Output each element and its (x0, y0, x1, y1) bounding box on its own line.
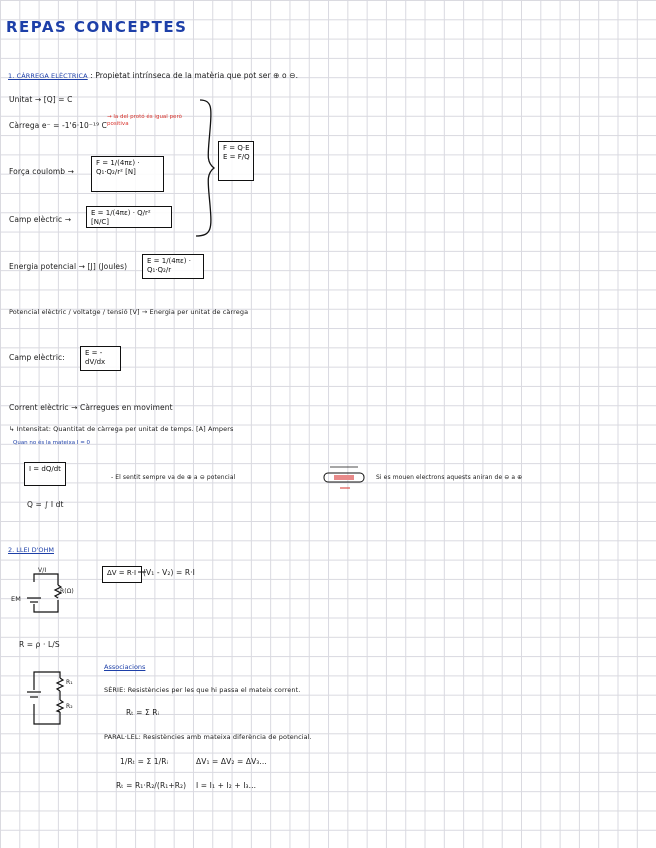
coulomb-formula-box: F = 1/(4πε) · Q₁·Q₂/r² [N] (91, 156, 164, 192)
unit-text: Unitat → [Q] = C (9, 95, 73, 104)
parallel-formula-3: Rₜ = R₁·R₂/(R₁+R₂) (116, 781, 187, 790)
electric-field-label: Camp elèctric → (9, 215, 72, 224)
electron-direction-text: Si es mouen electrons aquests aniran de ⊖ a ⊕ (376, 474, 523, 481)
ohm-arrow-text: (V₁ - V₂) = R·I (143, 568, 195, 577)
current-text: Corrent elèctric → Càrregues en moviment (9, 403, 173, 412)
wire-diagram (324, 467, 364, 488)
electric-field-2-label: Camp elèctric: (9, 353, 65, 362)
series-formula: Rₜ = Σ Rᵢ (126, 708, 160, 717)
associations-heading: Associacions (104, 663, 146, 671)
charge-integral: Q = ∫ I dt (27, 500, 64, 509)
em-label: EM (11, 595, 21, 603)
series-text: SÈRIE: Resistències per les que hi passa el mateix corrent. (104, 686, 301, 694)
electric-potential-text: Potencial elèctric / voltatge / tensió [V] → Energia per unitat de càrrega (9, 308, 249, 316)
electric-field-formula-box: E = 1/(4πε) · Q/r² [N/C] (86, 206, 172, 228)
resistivity-formula: R = ρ · L/S (19, 640, 60, 649)
resistor-label: R(Ω) (60, 588, 74, 595)
intensity-text: ↳ Intensitat: Quantitat de càrrega per unitat de temps. [A] Ampers (9, 425, 234, 433)
r2-label: R₂ (66, 703, 73, 710)
proton-note: → la del protó és igual però positiva (107, 114, 182, 127)
electron-charge-text: Càrrega e⁻ = -1'6·10⁻¹⁹ C (9, 121, 108, 130)
parallel-formula-2: ΔV₁ = ΔV₂ = ΔV₃... (196, 757, 267, 766)
potential-energy-formula-box: E = 1/(4πε) · Q₁·Q₂/r (142, 254, 204, 279)
series-circuit (27, 672, 63, 724)
circuit-top-label: V/I (38, 567, 47, 574)
force-field-box: F = Q·E E = F/Q (218, 141, 254, 181)
page-title: REPAS CONCEPTES (6, 18, 188, 36)
section-1-description: : Propietat intrínseca de la matèria que pot ser ⊕ o ⊖. (90, 71, 299, 80)
coulomb-force-label: Força coulomb → (9, 167, 75, 176)
section-1-heading: 1. CÀRREGA ELÈCTRICA (8, 72, 88, 80)
current-direction-text: - El sentit sempre va de ⊕ a ⊖ potencial (111, 474, 236, 481)
ohm-circuit (27, 574, 61, 612)
ohm-formula-box: ΔV = R·I (102, 566, 142, 583)
parallel-text: PARAL·LEL: Resistències amb mateixa diferència de potencial. (104, 733, 312, 741)
intensity-note: Quan no és la mateixa I = 0 (13, 440, 91, 446)
r1-label: R₁ (66, 679, 73, 686)
section-2-heading: 2. LLEI D'OHM (8, 546, 55, 554)
parallel-formula-4: I = I₁ + I₂ + I₃... (196, 781, 257, 790)
electric-field-derivative-box: E = -dV/dx (80, 346, 121, 371)
curly-brace (196, 100, 214, 236)
potential-energy-label: Energia potencial → [J] (Joules) (9, 262, 128, 271)
parallel-formula-1: 1/Rₜ = Σ 1/Rᵢ (120, 757, 169, 766)
intensity-formula-box: I = dQ/dt (24, 462, 66, 486)
